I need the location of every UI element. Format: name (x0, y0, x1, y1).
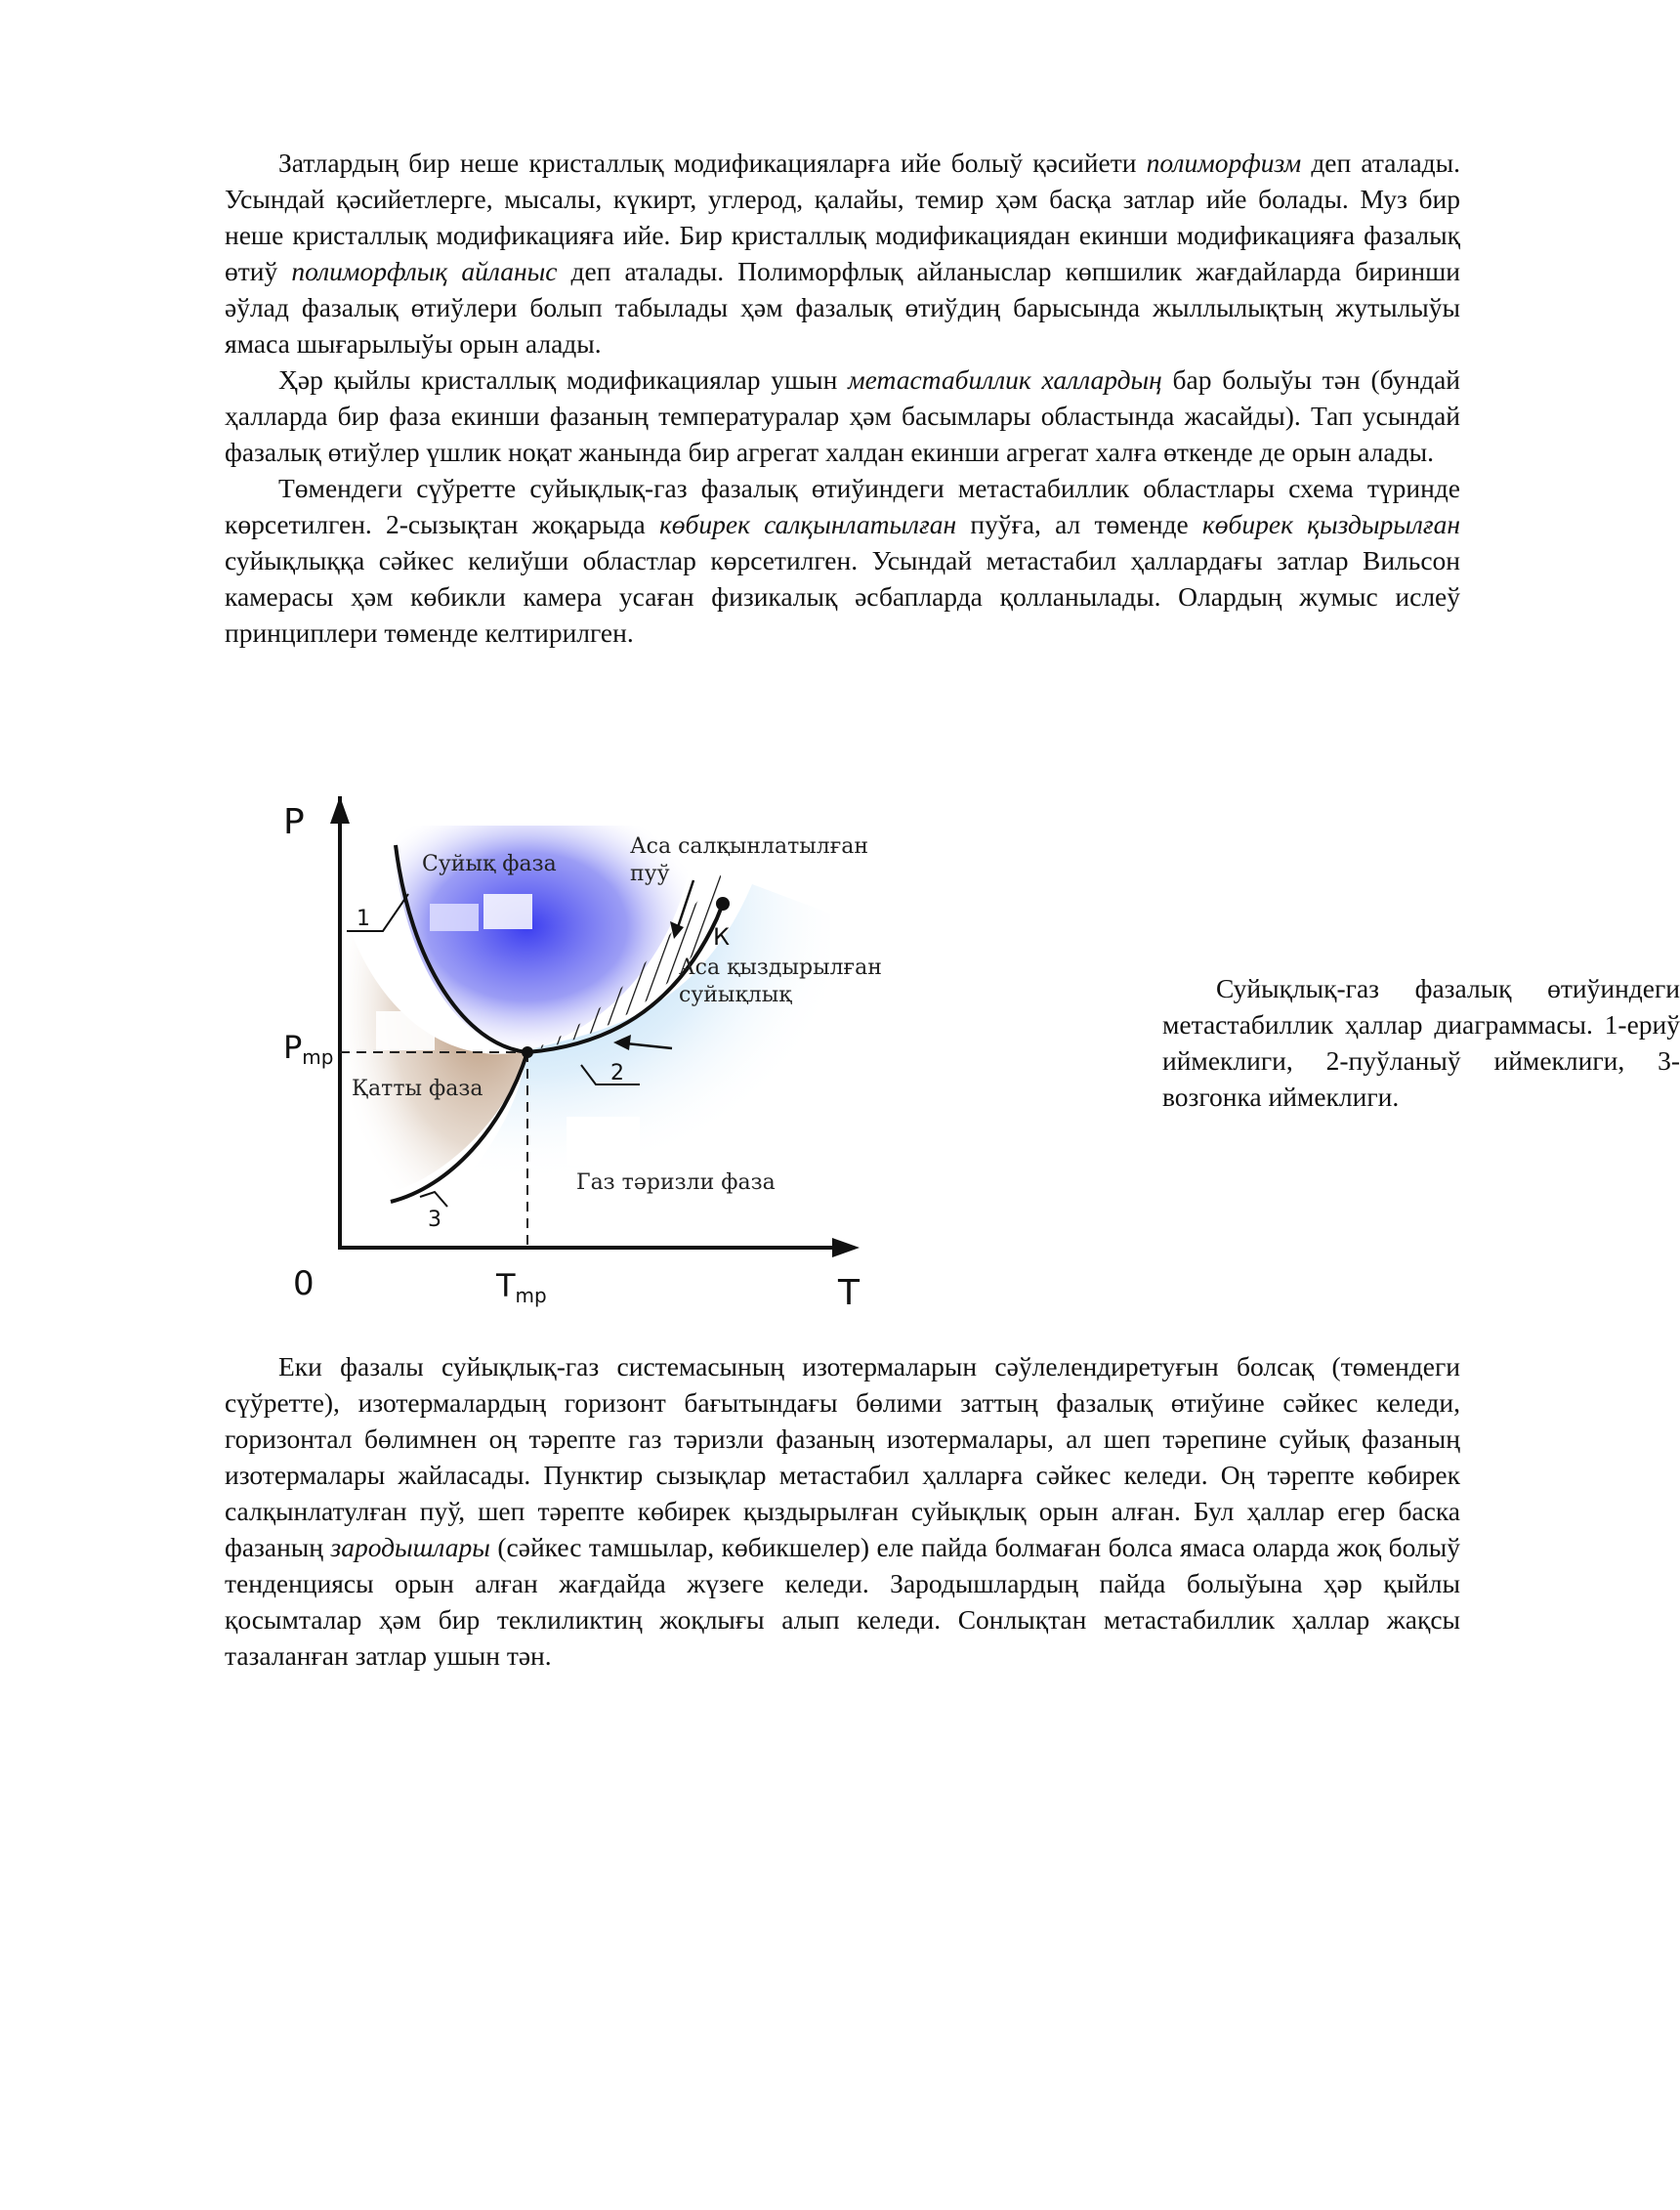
emphasis-term: метастабиллик халлардың (848, 364, 1162, 395)
paragraph (225, 1348, 1460, 1674)
phase-diagram-figure (225, 796, 1680, 1314)
origin-label: 0 (293, 1264, 315, 1303)
text-run: деп аталады. Полиморфлық айланыслар көпшилик жағдайларда биринши әўлад фазалық өтиўлери болып табылады ҳәм фазалық өтиўдиң барысында жыллылықтың жутылыўы ямаса шығарылыўы орын алады. (225, 256, 1460, 359)
text-top (225, 145, 1460, 651)
p-axis-arrow (330, 796, 350, 824)
critical-point (716, 897, 730, 911)
paragraph (225, 361, 1460, 470)
text-run: пуўға, ал төменде (956, 509, 1202, 539)
text-run: Еки фазалы суйықлық-газ системасының изотермаларын сәўлелендиретуғын болсақ (төмендеги сүўретте), изотермалардың горизонт бағытындағы бөлими заттың фазалық өтиўине сәйкес келеди, горизонтал бөлимнен оң тәрепте газ тәризли фазаның изотермалары, ал шеп тәрепине суйық фазаның изотермалары жайласады. Пунктир сызықлар метастабил ҳалларға сәйкес келеди. Оң тәрепте көбирек салқынлатулған пуў, шеп тәрепте көбирек қыздырылған суйықлық орын алған. Бул ҳаллар егер баска фазаның (225, 1351, 1460, 1562)
t-axis-arrow (832, 1238, 860, 1257)
curve-2-label: 2 (610, 1061, 624, 1085)
text-run: Ҳәр қыйлы кристаллық модификациялар ушын (278, 364, 849, 395)
solid-phase-label: Қатты фаза (352, 1077, 483, 1101)
p-tr-label: Pmp (283, 1029, 334, 1069)
emphasis-term: полиморфлық айланыс (291, 256, 558, 286)
text-bottom (225, 1348, 1460, 1674)
emphasis-term: полиморфизм (1146, 148, 1302, 178)
curve-3-label: 3 (428, 1208, 441, 1232)
superheated-label-1: Аса қыздырылған (679, 956, 882, 980)
phase-diagram (283, 796, 1162, 1314)
emphasis-term: көбирек салқынлатылған (658, 509, 957, 539)
supercooled-label-1: Аса салқынлатылған (630, 834, 869, 859)
critical-point-label: К (713, 923, 731, 951)
emphasis-term: зародышлары (330, 1532, 490, 1562)
gas-phase-label: Газ тәризли фаза (576, 1170, 776, 1195)
liquid-phase-label: Суйық фаза (422, 852, 557, 876)
text-run: деп аталады. Усындай қәсийетлерге, мысалы, күкирт, углерод, қалайы, темир ҳәм басқа затлар ийе болады. Муз бир неше кристаллық модификацияға ийе. Бир кристаллық модификациядан екинши модификацияға фазалық өтиў (225, 148, 1460, 286)
paragraph (225, 145, 1460, 361)
emphasis-term: көбирек қыздырылған (1201, 509, 1460, 539)
text-run: суйықлыққа сәйкес келиўши областлар көрсетилген. Усындай метастабил ҳаллардағы затлар Вильсон камерасы ҳәм көбикли камера усаған физикалық әсбапларда қолланылады. Олардың жумыс ислеў принциплери төменде келтирилген. (225, 545, 1460, 648)
curve-1-label: 1 (357, 907, 370, 931)
text-run: (сәйкес тамшылар, көбикшелер) еле пайда болмаған болса ямаса оларда жоқ болыў тенденциясы орын алған жағдайда жүзеге келеди. Зародышлардың пайда болыўына ҳәр қыйлы қосымталар ҳәм бир теклиликтиң жоқлығы алып келеди. Сонлықтан метастабиллик ҳаллар жақсы тазаланған затлар ушын тән. (225, 1532, 1460, 1671)
paragraph (225, 470, 1460, 651)
p-axis-label: P (283, 802, 305, 842)
superheated-label-2: суйықлық (679, 983, 792, 1007)
text-run: бар болыўы тән (бундай ҳалларда бир фаза екинши фазаның температуралар ҳәм басымлары областында жасайды). Тап усындай фазалық өтиўлер үшлик ноқат жанында бир агрегат халдан екинши агрегат халға өткенде де орын алады. (225, 364, 1460, 467)
triple-point (522, 1046, 533, 1058)
text-run: Затлардың бир неше кристаллық модификацияларға ийе болыў қәсийети (278, 148, 1147, 178)
t-tr-label: Tmp (496, 1267, 547, 1307)
supercooled-label-2: пуў (630, 862, 670, 886)
t-axis-label: T (838, 1273, 860, 1313)
figure-caption: Суйықлық-газ фазалық өтиўиндеги метастабиллик ҳаллар диаграммасы. 1-ериў иймеклиги, 2-пуўланыў иймеклиги, 3-возгонка иймеклиги. (1162, 973, 1680, 1112)
text-run: Төмендеги сүўретте суйықлық-газ фазалық өтиўиндеги метастабиллик областлары схема түринде көрсетилген. 2-сызықтан жоқарыда (225, 473, 1460, 539)
